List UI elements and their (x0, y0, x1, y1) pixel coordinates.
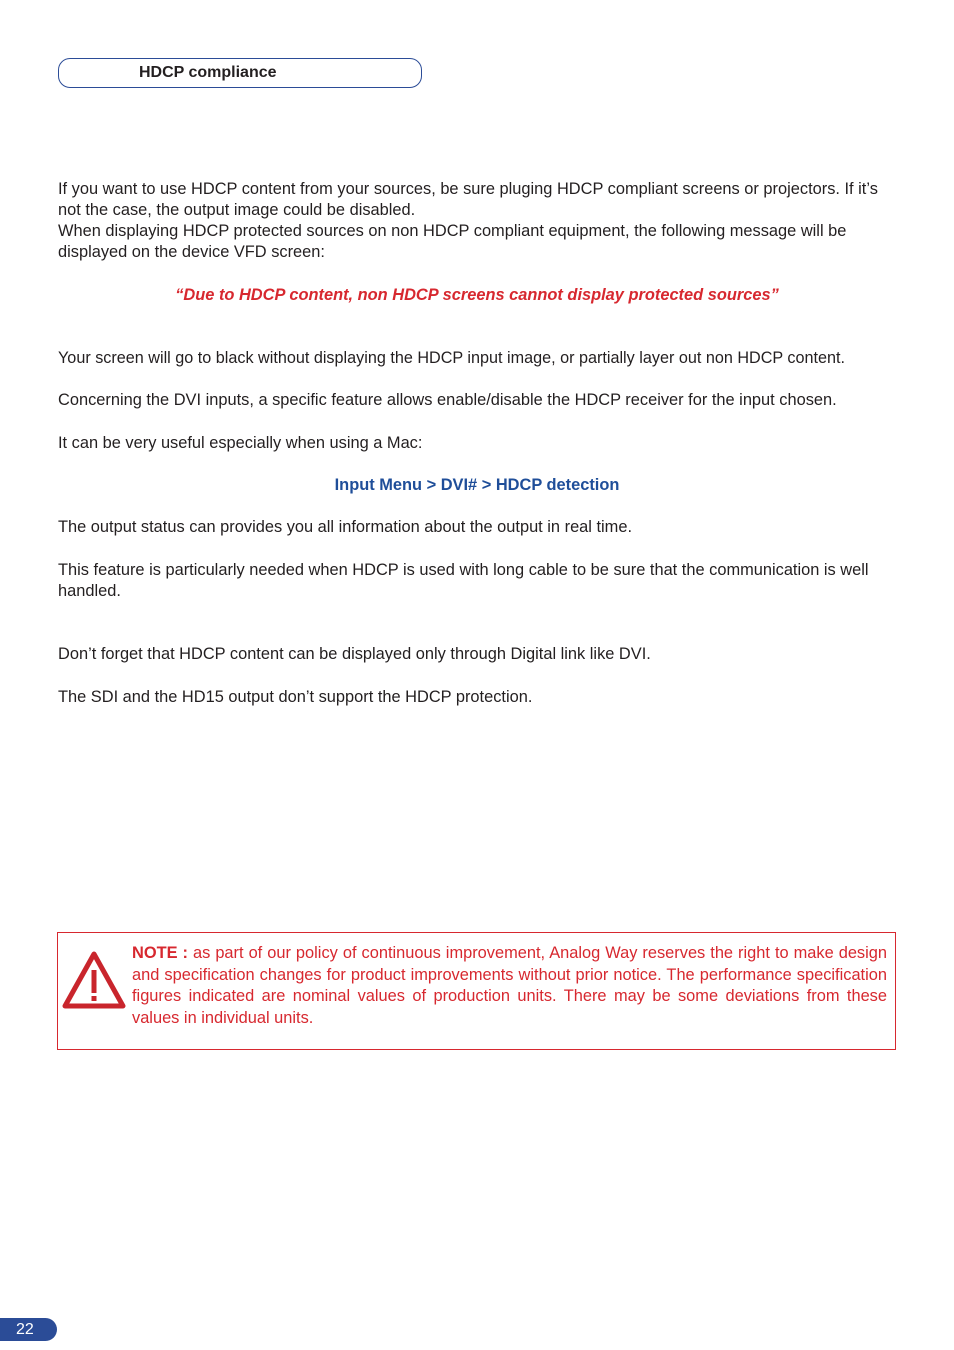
vfd-warning-quote: “Due to HDCP content, non HDCP screens cannot display protected sources” (175, 286, 779, 304)
paragraph-dvi-inputs: Concerning the DVI inputs, a specific feature allows enable/disable the HDCP receiver for the input chosen. (58, 391, 837, 409)
note-text (132, 943, 887, 1029)
paragraph-digital-link: Don’t forget that HDCP content can be displayed only through Digital link like DVI. (58, 645, 651, 663)
warning-triangle-icon (62, 949, 126, 1013)
paragraph-output-status: The output status can provides you all information about the output in real time. (58, 518, 633, 536)
note-label: NOTE : (132, 944, 188, 962)
section-title: HDCP compliance (139, 64, 277, 81)
page-number: 22 (0, 1318, 57, 1341)
note-body: as part of our policy of continuous improvement, Analog Way reserves the right to make design and specification changes for product improvements without prior notice. The performance specification figures indicated are nominal values of production units. There may be some deviations from these values in individual units. (132, 944, 887, 1027)
paragraph-sdi-hd15: The SDI and the HD15 output don’t support the HDCP protection. (58, 688, 533, 706)
paragraph-black-screen: Your screen will go to black without displaying the HDCP input image, or partially layer out non HDCP content. (58, 349, 846, 367)
paragraph-vfd-message: When displaying HDCP protected sources on non HDCP compliant equipment, the following message will be displayed on the device VFD screen: (58, 222, 847, 261)
paragraph-hdcp-intro: If you want to use HDCP content from your sources, be sure pluging HDCP compliant screens or projectors. If it’s not the case, the output image could be disabled. (58, 180, 878, 219)
paragraph-mac: It can be very useful especially when using a Mac: (58, 434, 423, 452)
menu-path: Input Menu > DVI# > HDCP detection (334, 476, 620, 494)
paragraph-long-cable: This feature is particularly needed when HDCP is used with long cable to be sure that the communication is well handled. (58, 561, 869, 600)
note-box (57, 932, 896, 1050)
section-title-pill (58, 58, 422, 88)
